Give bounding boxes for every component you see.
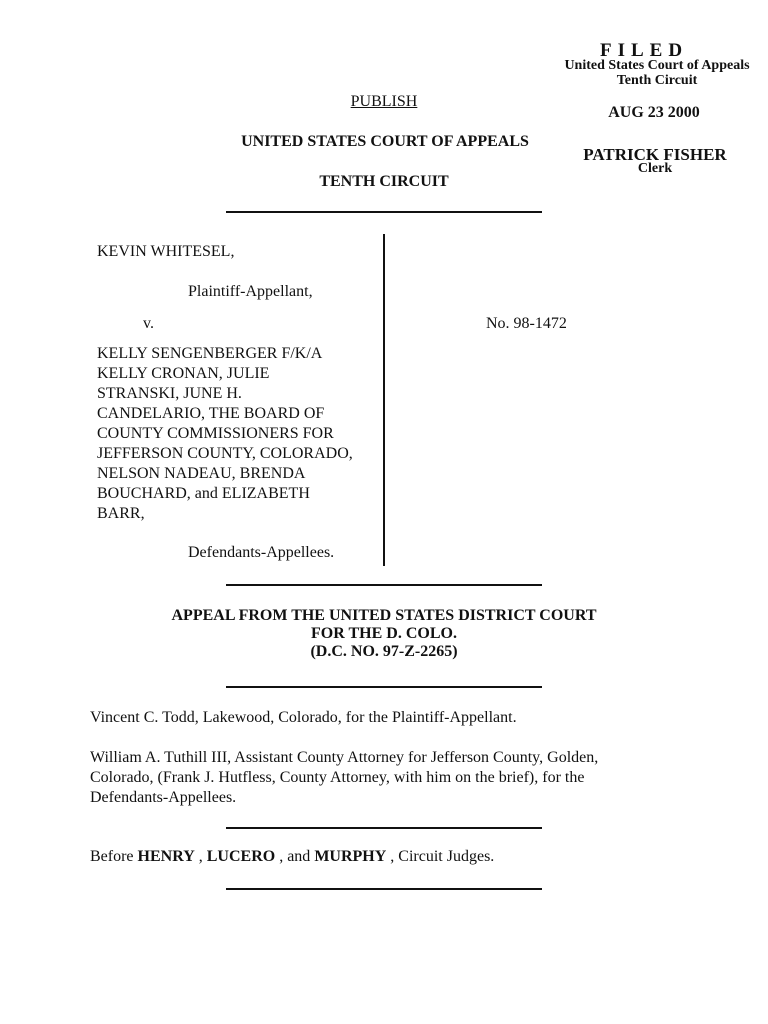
stamp-clerk-name: PATRICK FISHER [583,145,727,164]
judges-separator: , [198,848,203,865]
plaintiff-name: KEVIN WHITESEL, [97,243,235,260]
stamp-date: AUG 23 2000 [608,104,700,121]
defendants-line: COUNTY COMMISSIONERS FOR [97,425,334,442]
stamp-circuit: Tenth Circuit [616,73,698,88]
judges-rule [226,888,542,890]
defendants-line: STRANSKI, JUNE H. [97,385,242,402]
defendants-line: JEFFERSON COUNTY, COLORADO, [97,445,353,462]
stamp-court: United States Court of Appeals [564,58,750,73]
publish-text: PUBLISH [350,93,418,110]
caption-rule [226,584,542,586]
judge-murphy: MURPHY [314,848,387,865]
defendants-names [97,344,382,524]
judges-before: Before [90,848,134,865]
judges-line [90,848,690,866]
plaintiff-role: Plaintiff-Appellant, [188,283,313,300]
case-number: No. 98-1472 [486,315,567,332]
counsel-line: Defendants-Appellees. [90,789,237,806]
judges-separator: , and [279,848,311,865]
judges-suffix: , Circuit Judges. [390,848,495,865]
defendants-role: Defendants-Appellees. [188,544,335,561]
court-name: UNITED STATES COURT OF APPEALS [241,133,529,150]
counsel-rule [226,827,542,829]
counsel-plaintiff: Vincent C. Todd, Lakewood, Colorado, for the Plaintiff-Appellant. [90,709,517,726]
stamp-filed: FILED [600,40,689,61]
header-rule [226,211,542,213]
appeal-line: (D.C. NO. 97-Z-2265) [310,643,458,660]
defendants-line: KELLY SENGENBERGER F/K/A [97,345,323,362]
appeal-line: APPEAL FROM THE UNITED STATES DISTRICT COURT [171,607,597,624]
defendants-line: NELSON NADEAU, BRENDA [97,465,306,482]
appeal-line: FOR THE D. COLO. [311,625,457,642]
judge-lucero: LUCERO [206,848,276,865]
caption-divider [383,234,385,566]
judge-henry: HENRY [137,848,195,865]
defendants-line: BOUCHARD, and ELIZABETH [97,485,310,502]
appeal-block [140,607,628,661]
counsel-line: William A. Tuthill III, Assistant County Attorney for Jefferson County, Golden, [90,749,599,766]
defendants-line: CANDELARIO, THE BOARD OF [97,405,325,422]
counsel-line: Colorado, (Frank J. Hutfless, County Attorney, with him on the brief), for the [90,769,585,786]
publish-label [226,93,542,111]
versus-label: v. [143,315,154,332]
counsel-defendants [90,748,700,808]
circuit-name: TENTH CIRCUIT [319,173,449,190]
defendants-line: KELLY CRONAN, JULIE [97,365,270,382]
appeal-rule [226,686,542,688]
stamp-clerk-title: Clerk [637,161,673,176]
defendants-line: BARR, [97,505,145,522]
